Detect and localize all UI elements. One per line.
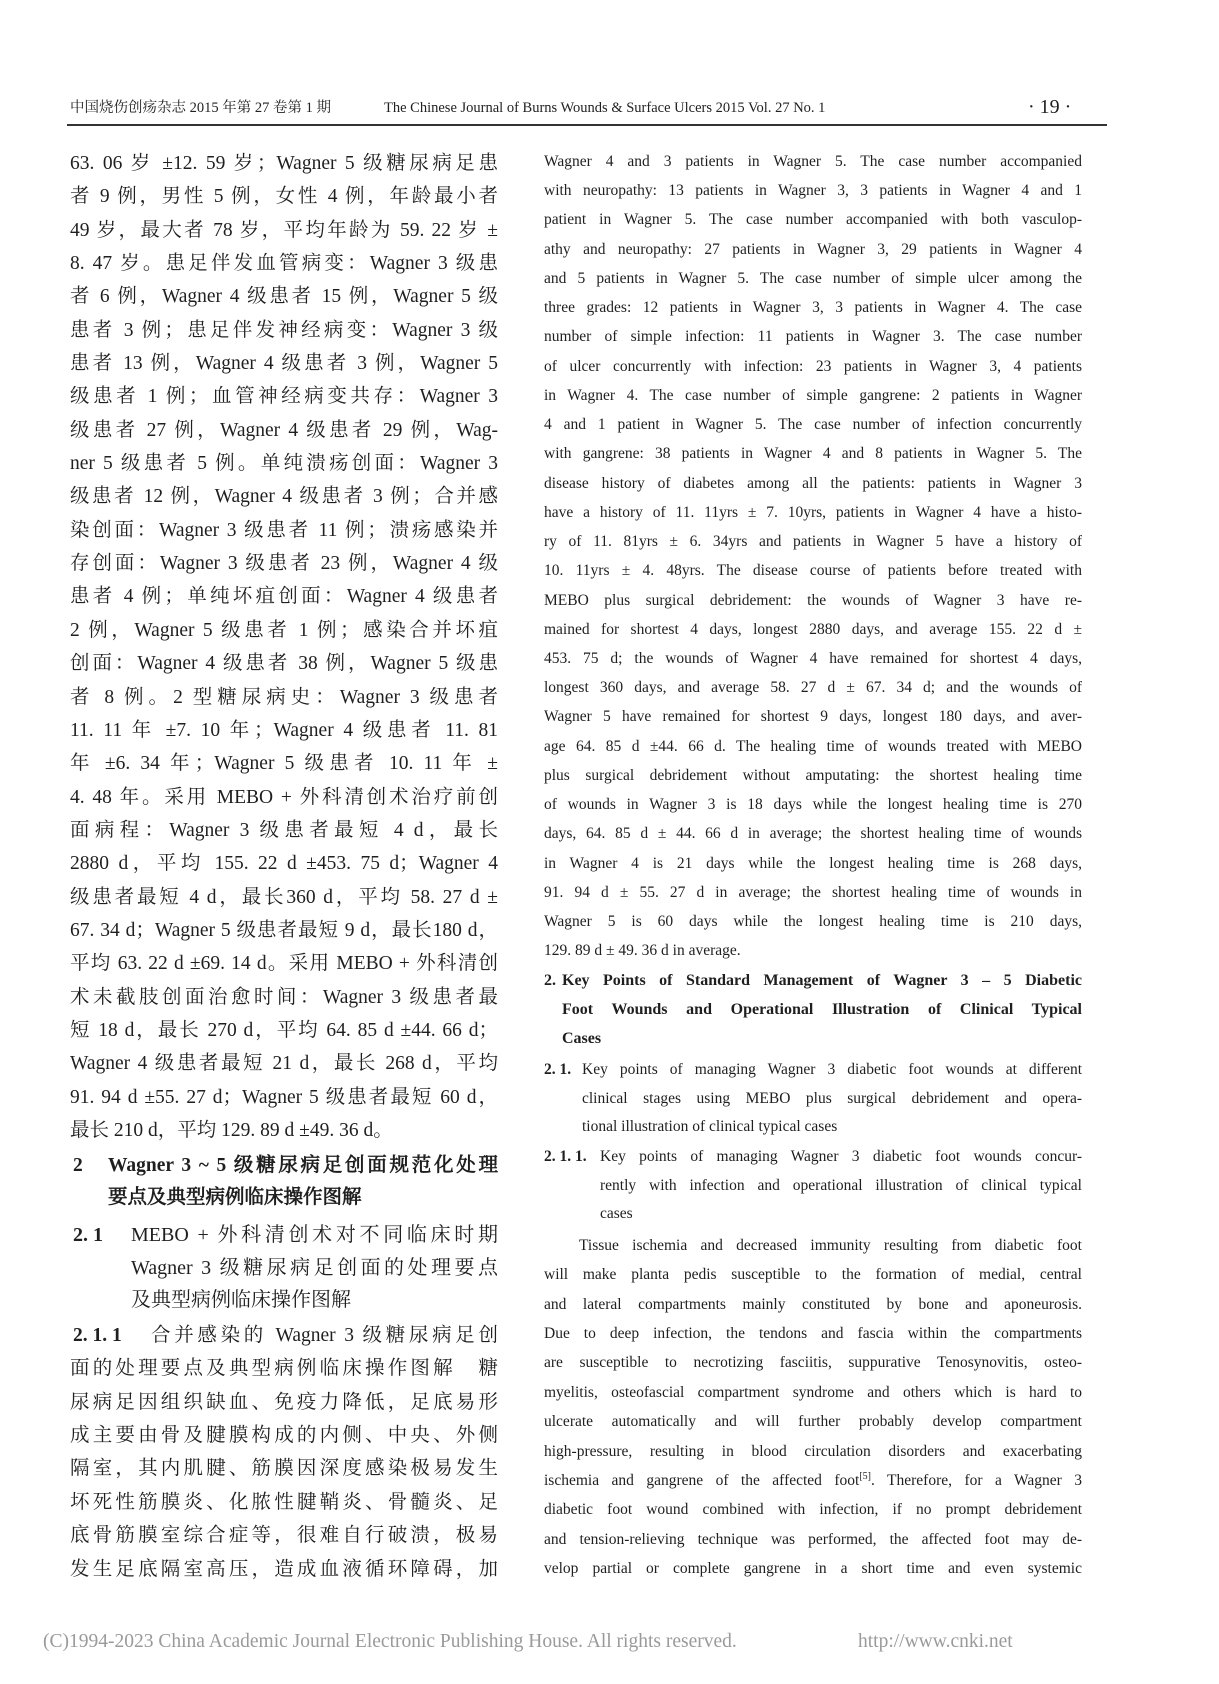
body-line: 级患者 27 例，Wagner 4 级患者 29 例，Wag- — [70, 419, 498, 441]
heading-line: clinical stages using MEBO plus surgical debridement and opera- — [582, 1089, 1082, 1107]
body-line: Tissue ischemia and decreased immunity resulting from diabetic foot — [579, 1237, 1082, 1254]
body-line: will make planta pedis susceptible to the formation of medial, central — [544, 1266, 1082, 1284]
body-line: 最长 210 d，平均 129. 89 d ±49. 36 d。 — [70, 1119, 393, 1141]
section-number: 2. 1. — [544, 1061, 572, 1078]
body-line: 患者 4 例；单纯坏疽创面：Wagner 4 级患者 — [70, 586, 498, 608]
citation-reference: [5] — [859, 1470, 872, 1482]
subsection-line: 面的处理要点及典型病例临床操作图解 糖 — [70, 1358, 498, 1380]
body-line: 成主要由骨及腱膜构成的内侧、中央、外侧 — [70, 1425, 498, 1447]
body-line: 患者 13 例，Wagner 4 级患者 3 例，Wagner 5 — [70, 353, 498, 375]
body-line: 8. 47 岁。患足伴发血管病变：Wagner 3 级患 — [70, 253, 498, 275]
heading-line: Key points of managing Wagner 3 diabetic foot wounds concur- — [600, 1148, 1082, 1165]
page-number: · 19 · — [1028, 96, 1072, 118]
header-rule — [67, 124, 1107, 126]
heading-line: Wagner 3 ~ 5 级糖尿病足创面规范化处理 — [108, 1155, 498, 1176]
body-line: 者 6 例，Wagner 4 级患者 15 例，Wagner 5 级 — [70, 286, 498, 308]
section-number: 2. — [544, 972, 556, 989]
body-line: ry of 11. 81yrs ± 6. 34yrs and patients in Wagner 5 have a history of — [544, 533, 1082, 551]
left-column-body — [70, 147, 498, 1147]
body-line: 年 ±6. 34 年；Wagner 5 级患者 10. 11 年 ± — [70, 753, 498, 775]
body-line: Due to deep infection, the tendons and fascia within the compartments — [544, 1325, 1082, 1343]
body-line: 10. 11yrs ± 4. 48yrs. The disease course of patients before treated with — [544, 562, 1082, 580]
running-header-journal-en: The Chinese Journal of Burns Wounds & Surface Ulcers 2015 Vol. 27 No. 1 — [384, 100, 826, 116]
body-line: 者 9 例，男性 5 例，女性 4 例，年龄最小者 — [70, 186, 498, 208]
body-line: 发生足底隔室高压，造成血液循环障碍，加 — [70, 1558, 498, 1580]
heading-line: 要点及典型病例临床操作图解 — [108, 1187, 362, 1208]
body-line: Wagner 5 is 60 days while the longest healing time is 210 days, — [544, 913, 1082, 931]
section-number: 2. 1 — [73, 1224, 103, 1246]
body-line: 91. 94 d ±55. 27 d；Wagner 5 级患者最短 60 d， — [70, 1086, 498, 1108]
body-line: 坏死性筋膜炎、化脓性腱鞘炎、骨髓炎、足 — [70, 1491, 498, 1513]
heading-line: Cases — [562, 1030, 602, 1047]
body-line: 染创面：Wagner 3 级患者 11 例；溃疡感染并 — [70, 519, 498, 541]
heading-line: Foot Wounds and Operational Illustration of Clinical Typical — [562, 1001, 1082, 1018]
body-line: in Wagner 4. The case number of simple gangrene: 2 patients in Wagner — [544, 386, 1082, 404]
body-line-with-citation — [544, 1466, 1082, 1495]
body-line: 11. 11 年 ±7. 10 年；Wagner 4 级患者 11. 81 — [70, 719, 498, 741]
body-line: 2 例，Wagner 5 级患者 1 例；感染合并坏疽 — [70, 619, 498, 641]
body-line: 患者 3 例；患足伴发神经病变：Wagner 3 级 — [70, 319, 498, 341]
body-line: 级患者 12 例，Wagner 4 级患者 3 例；合并感 — [70, 486, 498, 508]
section-2-1-heading-en — [544, 1056, 1082, 1142]
heading-line: Key points of managing Wagner 3 diabetic foot wounds at different — [582, 1061, 1082, 1078]
body-line: with neuropathy: 13 patients in Wagner 3, 3 patients in Wagner 4 and 1 — [544, 182, 1082, 200]
body-line: diabetic foot wound combined with infection, if no prompt debridement — [544, 1501, 1082, 1519]
body-line: 级患者最短 4 d，最长360 d，平均 58. 27 d ± — [70, 886, 498, 908]
section-2-1-1-cn — [70, 1319, 498, 1586]
paragraph-en — [544, 1231, 1082, 1583]
body-line: mained for shortest 4 days, longest 2880 days, and average 155. 22 d ± — [544, 620, 1082, 638]
body-line: patient in Wagner 5. The case number accompanied with both vasculop- — [544, 211, 1082, 229]
body-line: 2880 d，平均 155. 22 d ±453. 75 d；Wagner 4 — [70, 853, 498, 875]
body-line: ner 5 级患者 5 例。单纯溃疡创面：Wagner 3 — [70, 453, 498, 475]
heading-line: Wagner 3 级糖尿病足创面的处理要点 — [131, 1256, 498, 1279]
body-line: 49 岁，最大者 78 岁，平均年龄为 59. 22 岁 ± — [70, 219, 498, 241]
body-line: in Wagner 4 is 21 days while the longest healing time is 268 days, — [544, 854, 1082, 872]
line-text: ischemia and gangrene of the affected foot — [544, 1471, 860, 1489]
body-line: velop partial or complete gangrene in a short time and even systemic — [544, 1559, 1082, 1577]
heading-line: cases — [600, 1205, 633, 1222]
body-line: 底骨筋膜室综合症等，很难自行破溃，极易 — [70, 1525, 498, 1547]
section-2-1-heading-cn — [70, 1219, 498, 1317]
footer-url: http://www.cnki.net — [858, 1631, 1013, 1652]
body-line: age 64. 85 d ±44. 66 d. The healing time of wounds treated with MEBO — [544, 737, 1082, 755]
body-line: Wagner 5 have remained for shortest 9 days, longest 180 days, and aver- — [544, 708, 1082, 726]
section-2-heading-cn — [70, 1150, 498, 1214]
body-line: and tension-relieving technique was performed, the affected foot may de- — [544, 1530, 1082, 1548]
body-line: 平均 63. 22 d ±69. 14 d。采用 MEBO + 外科清创 — [70, 953, 498, 975]
body-line: and lateral compartments mainly constituted by bone and aponeurosis. — [544, 1295, 1082, 1313]
copyright-notice: (C)1994-2023 China Academic Journal Electronic Publishing House. All rights reserved. — [43, 1631, 737, 1652]
body-line: with gangrene: 38 patients in Wagner 4 and 8 patients in Wagner 5. The — [544, 445, 1082, 463]
body-line: 短 18 d，最长 270 d，平均 64. 85 d ±44. 66 d； — [70, 1019, 498, 1041]
body-line: days, 64. 85 d ± 44. 66 d in average; the shortest healing time of wounds — [544, 825, 1082, 843]
body-line: of ulcer concurrently with infection: 23 patients in Wagner 3, 4 patients — [544, 357, 1082, 375]
body-line: have a history of 11. 11yrs ± 7. 10yrs, patients in Wagner 4 have a histo- — [544, 503, 1082, 521]
section-number: 2. 1. 1. — [544, 1148, 587, 1165]
running-header-journal-cn: 中国烧伤创疡杂志 2015 年第 27 卷第 1 期 — [70, 100, 331, 116]
heading-line: MEBO + 外科清创术对不同临床时期 — [131, 1224, 498, 1246]
heading-line: Key Points of Standard Management of Wagner 3 – 5 Diabetic — [562, 972, 1082, 989]
body-line: and 5 patients in Wagner 5. The case number of simple ulcer among the — [544, 269, 1082, 287]
section-2-heading-en — [544, 966, 1082, 1053]
body-line: 4 and 1 patient in Wagner 5. The case number of infection concurrently — [544, 416, 1082, 434]
body-line: 创面：Wagner 4 级患者 38 例，Wagner 5 级患 — [70, 653, 498, 675]
body-line: Wagner 4 and 3 patients in Wagner 5. The case number accompanied — [544, 153, 1082, 170]
body-line: athy and neuropathy: 27 patients in Wagner 3, 29 patients in Wagner 4 — [544, 240, 1082, 258]
section-number: 2. 1. 1 — [73, 1325, 122, 1346]
body-line: 存创面：Wagner 3 级患者 23 例，Wagner 4 级 — [70, 553, 498, 575]
heading-line: rently with infection and operational illustration of clinical typical — [600, 1176, 1082, 1194]
body-line: 4. 48 年。采用 MEBO + 外科清创术治疗前创 — [70, 786, 498, 808]
body-line: myelitis, osteofascial compartment syndrome and others which is hard to — [544, 1383, 1082, 1401]
body-line: high-pressure, resulting in blood circulation disorders and exacerbating — [544, 1442, 1082, 1460]
body-line: 级患者 1 例；血管神经病变共存：Wagner 3 — [70, 386, 498, 408]
section-2-1-1-heading-en — [544, 1143, 1082, 1229]
body-line: 63. 06 岁 ±12. 59 岁；Wagner 5 级糖尿病足患 — [70, 153, 498, 174]
line-text: . Therefore, for a Wagner 3 — [871, 1471, 1082, 1489]
body-line: 453. 75 d; the wounds of Wagner 4 have remained for shortest 4 days, — [544, 649, 1082, 667]
body-line: Wagner 4 级患者最短 21 d，最长 268 d，平均 — [70, 1053, 498, 1075]
body-line: 91. 94 d ± 55. 27 d in average; the shortest healing time of wounds in — [544, 883, 1082, 901]
body-line: 隔室，其内肌腱、筋膜因深度感染极易发生 — [70, 1458, 498, 1480]
body-line: ulcerate automatically and will further probably develop compartment — [544, 1413, 1082, 1431]
body-line: of wounds in Wagner 3 is 18 days while the longest healing time is 270 — [544, 796, 1082, 814]
body-line: 129. 89 d ± 49. 36 d in average. — [544, 942, 741, 960]
body-line: 67. 34 d；Wagner 5 级患者最短 9 d，最长180 d， — [70, 919, 498, 941]
heading-line: 及典型病例临床操作图解 — [131, 1289, 351, 1311]
body-line: 术未截肢创面治愈时间：Wagner 3 级患者最 — [70, 986, 498, 1008]
body-line: disease history of diabetes among all the patients: patients in Wagner 3 — [544, 474, 1082, 492]
body-line: 面病程：Wagner 3 级患者最短 4 d，最长 — [70, 819, 498, 841]
body-line: number of simple infection: 11 patients in Wagner 3. The case number — [544, 328, 1082, 346]
heading-line: tional illustration of clinical typical cases — [582, 1118, 838, 1135]
body-line: plus surgical debridement without amputating: the shortest healing time — [544, 766, 1082, 784]
right-column-body — [544, 147, 1082, 966]
body-line: longest 360 days, and average 58. 27 d ± 67. 34 d; and the wounds of — [544, 679, 1082, 697]
body-line: are susceptible to necrotizing fasciitis, suppurative Tenosynovitis, osteo- — [544, 1354, 1082, 1372]
subsection-line: 合并感染的 Wagner 3 级糖尿病足创 — [151, 1325, 498, 1346]
body-line: three grades: 12 patients in Wagner 3, 3 patients in Wagner 4. The case — [544, 299, 1082, 317]
body-line: MEBO plus surgical debridement: the wounds of Wagner 3 have re- — [544, 591, 1082, 609]
body-line: 者 8 例。2 型糖尿病史：Wagner 3 级患者 — [70, 686, 498, 708]
body-line: 尿病足因组织缺血、免疫力降低，足底易形 — [70, 1391, 498, 1413]
section-number: 2 — [73, 1155, 83, 1176]
